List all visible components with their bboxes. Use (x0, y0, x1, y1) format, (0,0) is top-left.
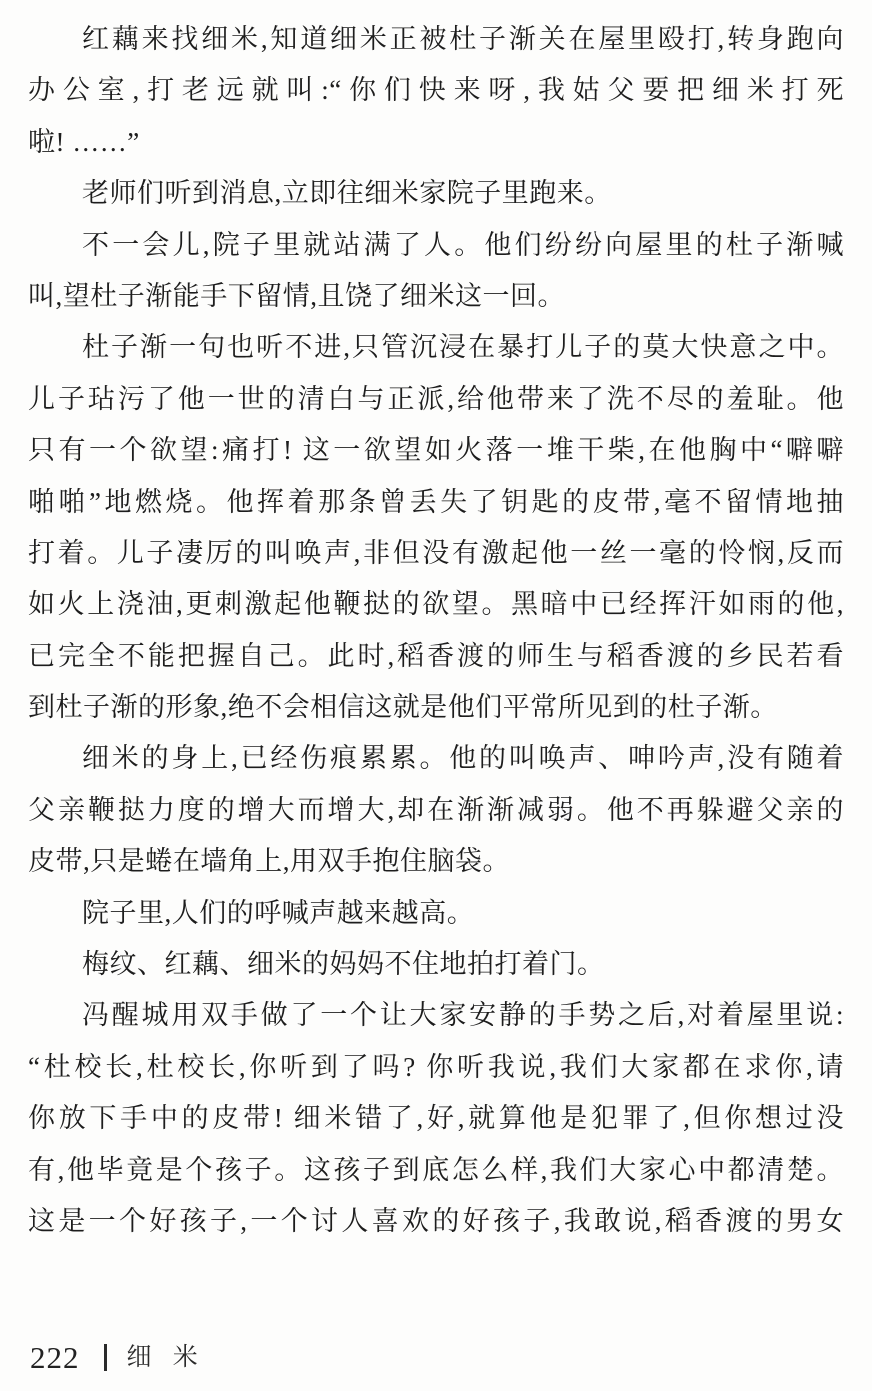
text-line: 皮带,只是蜷在墙角上,用双手抱住脑袋。 (28, 846, 510, 877)
page-number: 222 (30, 1340, 80, 1375)
text-line: 如火上浇油,更刺激起他鞭挞的欲望。黑暗中已经挥汗如雨的他, (28, 589, 844, 620)
text-line: 老师们听到消息,立即往细米家院子里跑来。 (82, 178, 612, 209)
book-title: 细米 (126, 1344, 220, 1371)
text-line: 细米的身上,已经伤痕累累。他的叫唤声、呻吟声,没有随着 (82, 743, 844, 774)
text-line: 儿子玷污了他一世的清白与正派,给他带来了洗不尽的羞耻。他 (28, 383, 844, 414)
text-line: 办公室,打老远就叫:“你们快来呀,我姑父要把细米打死 (28, 75, 844, 106)
text-line: 啪啪”地燃烧。他挥着那条曾丢失了钥匙的皮带,毫不留情地抽 (28, 486, 844, 517)
text-line: 已完全不能把握自己。此时,稻香渡的师生与稻香渡的乡民若看 (28, 640, 844, 671)
text-line: 不一会儿,院子里就站满了人。他们纷纷向屋里的杜子渐喊 (82, 229, 844, 260)
text-line: 梅纹、红藕、细米的妈妈不住地拍打着门。 (82, 949, 605, 980)
text-line: 有,他毕竟是个孩子。这孩子到底怎么样,我们大家心中都清楚。 (28, 1154, 844, 1185)
text-line: 院子里,人们的呼喊声越来越高。 (82, 897, 475, 928)
page-footer (30, 1342, 219, 1373)
text-line: 打着。儿子凄厉的叫唤声,非但没有激起他一丝一毫的怜悯,反而 (28, 537, 844, 568)
text-line: 到杜子渐的形象,绝不会相信这就是他们平常所见到的杜子渐。 (28, 692, 778, 723)
text-line: 父亲鞭挞力度的增大而增大,却在渐渐减弱。他不再躲避父亲的 (28, 794, 844, 825)
text-line: 这是一个好孩子,一个讨人喜欢的好孩子,我敢说,稻香渡的男女 (28, 1205, 844, 1236)
text-line: 杜子渐一句也听不进,只管沉浸在暴打儿子的莫大快意之中。 (82, 332, 844, 363)
text-line: “杜校长,杜校长,你听到了吗? 你听我说,我们大家都在求你,请 (28, 1051, 844, 1082)
text-line: 冯醒城用双手做了一个让大家安静的手势之后,对着屋里说: (82, 1000, 844, 1031)
text-line: 叫,望杜子渐能手下留情,且饶了细米这一回。 (28, 280, 565, 311)
text-line: 你放下手中的皮带! 细米错了,好,就算他是犯罪了,但你想过没 (28, 1103, 844, 1134)
text-line: 红藕来找细米,知道细米正被杜子渐关在屋里殴打,转身跑向 (82, 24, 844, 54)
text-line: 只有一个欲望:痛打! 这一欲望如火落一堆干柴,在他胸中“噼噼 (28, 435, 844, 466)
text-line: 啦! ……” (28, 126, 140, 157)
page-text (28, 14, 844, 1247)
footer-divider-icon (104, 1344, 107, 1371)
